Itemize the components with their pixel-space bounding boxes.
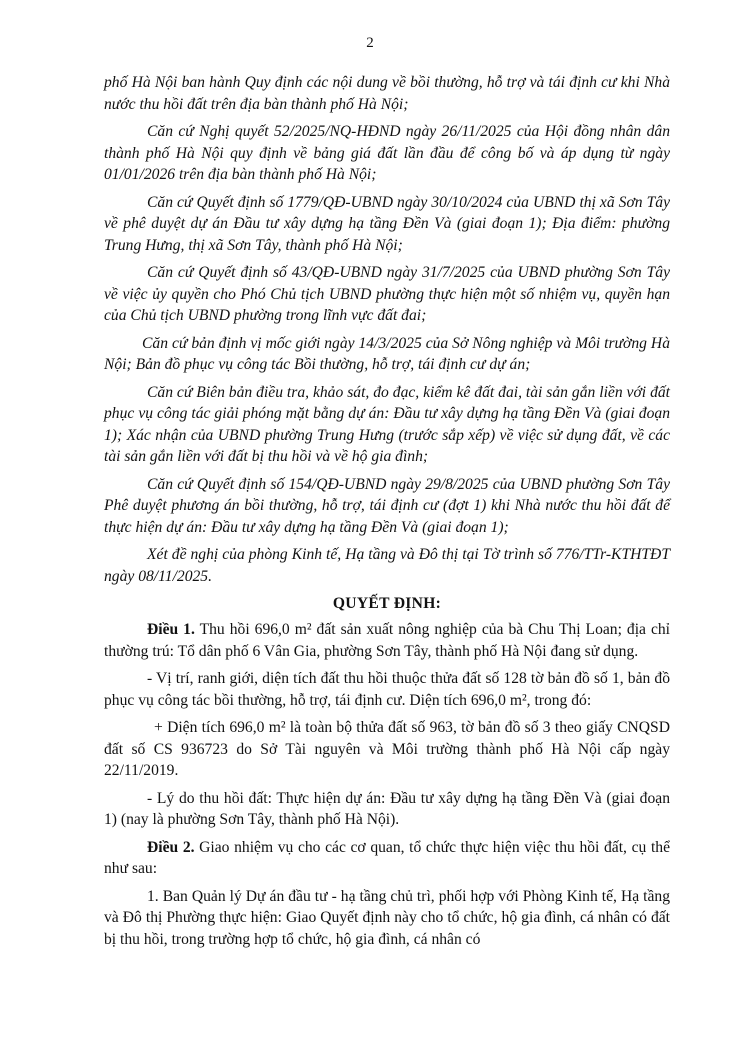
article-2-label: Điều 2. (147, 838, 195, 856)
legal-basis-decision-1779: Căn cứ Quyết định số 1779/QĐ-UBND ngày 30/10/2024 của UBND thị xã Sơn Tây về phê duyệt dự án Đầu tư xây dựng hạ tầng Đền Và (giai đoạn 1); Địa điểm: phường Trung Hưng, thị xã Sơn Tây, thành phố Hà Nội; (104, 193, 670, 254)
article-1-reason: - Lý do thu hồi đất: Thực hiện dự án: Đầu tư xây dựng hạ tầng Đền Và (giai đoạn 1) (nay là phường Sơn Tây, thành phố Hà Nội). (104, 789, 670, 828)
article-1-area-detail: + Diện tích 696,0 m² là toàn bộ thửa đất số 963, tờ bản đồ số 3 theo giấy CNQSD đất số CS 936723 do Sở Tài nguyên và Môi trường thành phố Hà Nội cấp ngày 22/11/2019. (104, 719, 670, 779)
article-1-location: - Vị trí, ranh giới, diện tích đất thu hồi thuộc thửa đất số 128 tờ bản đồ số 1, bản đồ phục vụ công tác bồi thường, hỗ trợ, tái định cư. Diện tích 696,0 m², trong đó: (104, 670, 670, 709)
article-2-item-1: 1. Ban Quản lý Dự án đầu tư - hạ tầng chủ trì, phối hợp với Phòng Kinh tế, Hạ tầng và Đô thị Phường thực hiện: Giao Quyết định này cho tổ chức, hộ gia đình, cá nhân có đất bị thu hồi, trong trường hợp tổ chức, hộ gia đình, cá nhân có (104, 887, 670, 948)
article-1-text: Thu hồi 696,0 m² đất sản xuất nông nghiệp của bà Chu Thị Loan; địa chỉ thường trú: Tổ dân phố 6 Vân Gia, phường Sơn Tây, thành phố Hà Nội đang sử dụng. (104, 621, 671, 660)
article-2-text: Giao nhiệm vụ cho các cơ quan, tổ chức thực hiện việc thu hồi đất, cụ thể như sau: (104, 838, 670, 877)
proposal-reference: Xét đề nghị của phòng Kinh tế, Hạ tầng và Đô thị tại Tờ trình số 776/TTr-KTHTĐT ngày 08/11/2025. (104, 546, 670, 585)
article-1-label: Điều 1. (147, 621, 195, 638)
document-body (104, 72, 670, 950)
decision-heading: QUYẾT ĐỊNH: (332, 595, 442, 612)
article-1 (104, 619, 670, 662)
legal-basis-boundary-map: Căn cứ bản định vị mốc giới ngày 14/3/2025 của Sở Nông nghiệp và Môi trường Hà Nội; Bản đồ phục vụ công tác Bồi thường, hỗ trợ, tái định cư dự án; (104, 334, 670, 373)
legal-basis-resolution-52: Căn cứ Nghị quyết 52/2025/NQ-HĐND ngày 26/11/2025 của Hội đồng nhân dân thành phố Hà Nội quy định về bảng giá đất lần đầu để công bố và áp dụng từ ngày 01/01/2026 trên địa bàn thành phố Hà Nội; (104, 123, 670, 183)
page-number: 2 (366, 35, 374, 51)
article-2 (104, 837, 670, 880)
preamble-continuation: phố Hà Nội ban hành Quy định các nội dung về bồi thường, hỗ trợ và tái định cư khi Nhà nước thu hồi đất trên địa bàn thành phố Hà Nội; (104, 74, 670, 113)
legal-basis-decision-43: Căn cứ Quyết định số 43/QĐ-UBND ngày 31/7/2025 của UBND phường Sơn Tây về việc ủy quyền cho Phó Chủ tịch UBND phường thực hiện một số nhiệm vụ, quyền hạn của Chủ tịch UBND phường trong lĩnh vực đất đai; (104, 264, 670, 324)
legal-basis-survey-minutes: Căn cứ Biên bản điều tra, khảo sát, đo đạc, kiểm kê đất đai, tài sản gắn liền với đất phục vụ công tác giải phóng mặt bằng dự án: Đầu tư xây dựng hạ tầng Đền Và (giai đoạn 1); Xác nhận của UBND phường Trung Hưng (trước sắp xếp) về việc sử dụng đất, về các tài sản gắn liền với đất bị thu hồi và về hộ gia đình; (104, 383, 670, 465)
legal-basis-decision-154: Căn cứ Quyết định số 154/QĐ-UBND ngày 29/8/2025 của UBND phường Sơn Tây Phê duyệt phương án bồi thường, hỗ trợ, tái định cư (đợt 1) khi Nhà nước thu hồi đất để thực hiện dự án: Đầu tư xây dựng hạ tầng Đền Và (giai đoạn 1); (104, 475, 670, 536)
